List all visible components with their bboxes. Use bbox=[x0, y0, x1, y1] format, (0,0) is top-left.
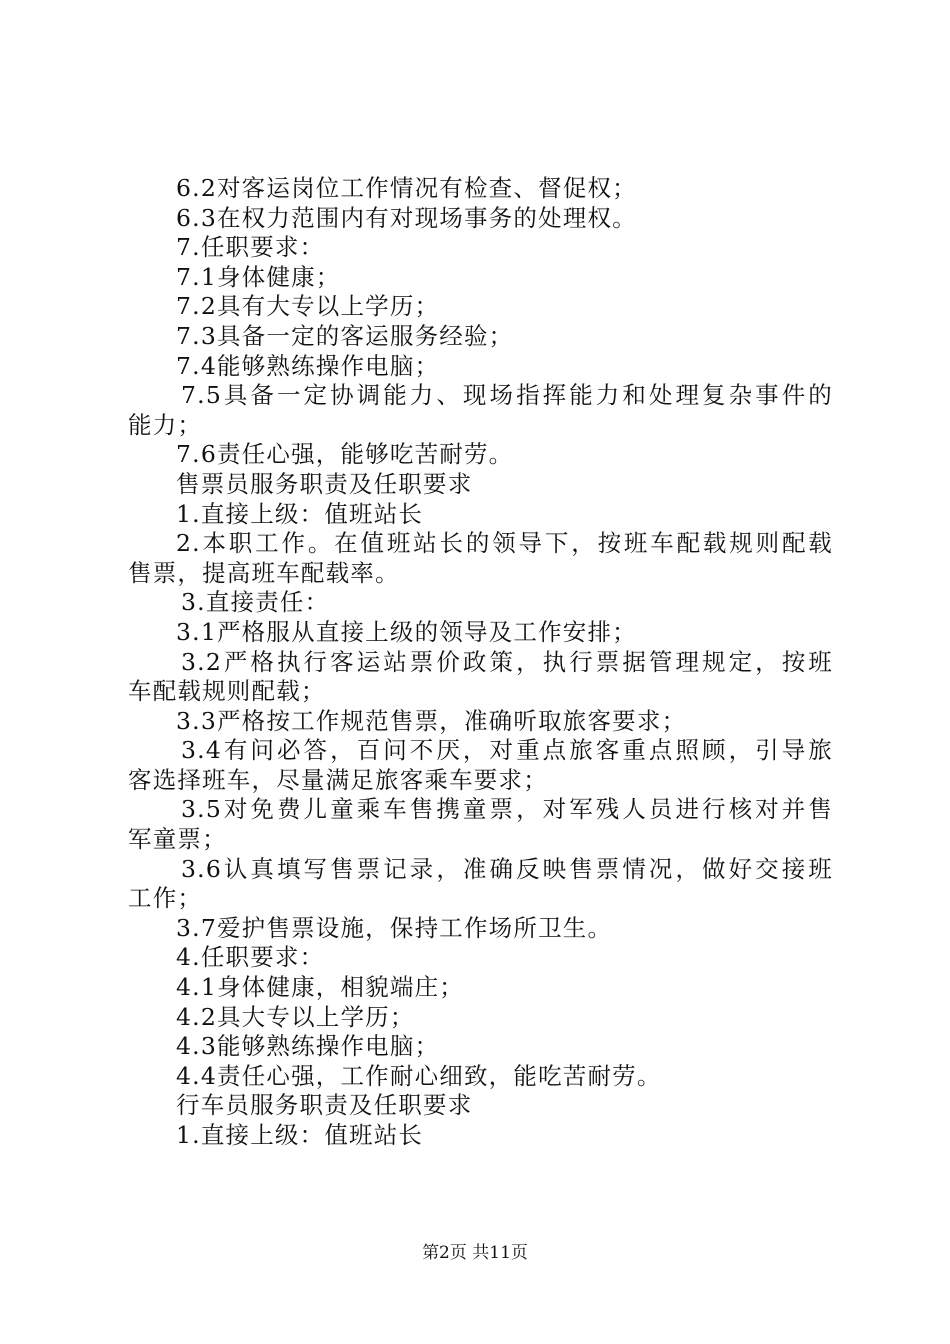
paragraph-line: 客选择班车，尽量满足旅客乘车要求； bbox=[128, 765, 548, 794]
paragraph-line: 7.6责任心强，能够吃苦耐劳。 bbox=[176, 440, 514, 469]
paragraph-line: 3.7爱护售票设施，保持工作场所卫生。 bbox=[176, 913, 613, 942]
paragraph-line: 6.2对客运岗位工作情况有检查、督促权； bbox=[176, 174, 637, 202]
paragraph-line: 6.3在权力范围内有对现场事务的处理权。 bbox=[176, 203, 637, 232]
paragraph-line: 7.4能够熟练操作电脑； bbox=[176, 351, 440, 380]
paragraph-line: 7.任职要求： bbox=[176, 233, 325, 262]
paragraph-line: 3.直接责任： bbox=[181, 588, 330, 617]
paragraph-line: 3.3严格按工作规范售票，准确听取旅客要求； bbox=[176, 706, 687, 735]
paragraph-line: 3.2严格执行客运站票价政策，执行票据管理规定，按班 bbox=[181, 647, 833, 676]
paragraph-line: 3.1严格服从直接上级的领导及工作安排； bbox=[176, 617, 637, 646]
paragraph-line: 能力； bbox=[128, 410, 203, 439]
paragraph-line: 工作； bbox=[128, 884, 203, 913]
paragraph-line: 4.任职要求： bbox=[176, 943, 325, 972]
paragraph-line: 售票，提高班车配载率。 bbox=[128, 558, 400, 587]
paragraph-line: 3.4有问必答，百问不厌，对重点旅客重点照顾，引导旅 bbox=[181, 736, 833, 765]
paragraph-line: 7.2具有大专以上学历； bbox=[176, 292, 440, 321]
paragraph-line: 军童票； bbox=[128, 825, 227, 854]
paragraph-line: 车配载规则配载； bbox=[128, 677, 326, 706]
paragraph-line: 7.5具备一定协调能力、现场指挥能力和处理复杂事件的 bbox=[181, 381, 833, 410]
page-footer: 第2页 共11页 bbox=[422, 1243, 528, 1263]
paragraph-line: 1.直接上级：值班站长 bbox=[176, 1121, 424, 1149]
paragraph-line: 4.4责任心强，工作耐心细致，能吃苦耐劳。 bbox=[176, 1061, 662, 1090]
paragraph-line: 3.6认真填写售票记录，准确反映售票情况，做好交接班 bbox=[181, 854, 833, 883]
document-body bbox=[128, 174, 833, 1151]
paragraph-line: 4.2具大专以上学历； bbox=[176, 1002, 415, 1031]
paragraph-line: 2.本职工作。在值班站长的领导下，按班车配载规则配载 bbox=[176, 529, 833, 558]
section-heading: 行车员服务职责及任职要求 bbox=[176, 1091, 473, 1120]
paragraph-line: 3.5对免费儿童乘车售携童票，对军残人员进行核对并售 bbox=[181, 795, 833, 824]
paragraph-line: 7.3具备一定的客运服务经验； bbox=[176, 321, 514, 350]
paragraph-line: 7.1身体健康； bbox=[176, 262, 341, 291]
paragraph-line: 4.1身体健康，相貌端庄； bbox=[176, 973, 464, 1002]
paragraph-line: 4.3能够熟练操作电脑； bbox=[176, 1032, 440, 1061]
paragraph-line: 1.直接上级：值班站长 bbox=[176, 499, 424, 528]
section-heading: 售票员服务职责及任职要求 bbox=[176, 469, 473, 498]
